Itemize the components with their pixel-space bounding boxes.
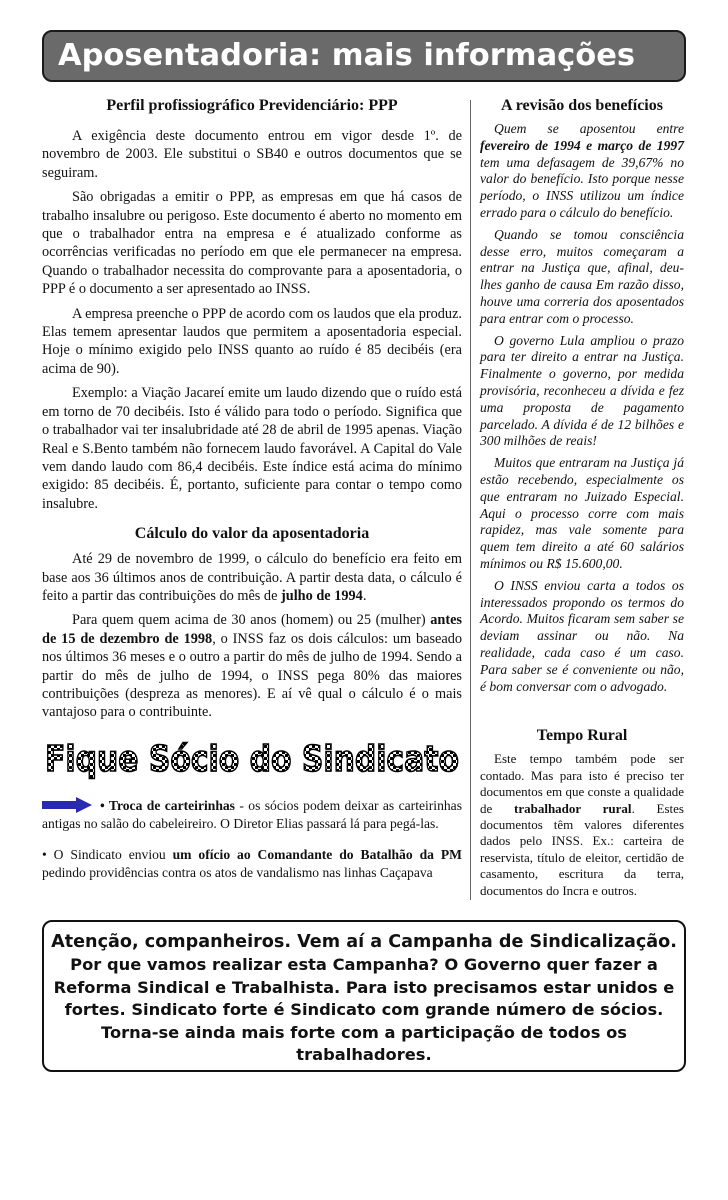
revisao-paragraph-1: Quem se aposentou entre fevereiro de 1994 e março de 1997 tem uma defasagem de 39,67% no valor do benefício. Isto porque nesse período, o INSS utilizou um índice errado para o cálculo do benefício. (480, 121, 684, 220)
arrow-right-icon (42, 797, 92, 813)
revisao-paragraph-5: O INSS enviou carta a todos os interessados propondo os termos do Acordo. Muitos ficaram sem saber se deviam assinar ou não. Na realidade, cada caso é um caso. Para saber se é conveniente ou não, é bom conversar com o advogado. (480, 577, 684, 694)
campaign-box (42, 920, 686, 1072)
tempo-rural-paragraph: Este tempo também pode ser contado. Mas para isto é preciso ter documentos em que conste a qualidade de trabalhador rural. Estes documentos têm valores diferentes dados pelo INSS. Ex.: carteira de reservista, título de eleitor, certidão de casamento, escritura da terra, documentos do Incra e outros. (480, 751, 684, 898)
ppp-paragraph-1: A exigência deste documento entrou em vigor desde 1º. de novembro de 2003. Ele substitui o SB40 e outros documentos que se seguiram. (42, 128, 462, 181)
ppp-heading: Perfil profissiográfico Previdenciário: PPP (106, 97, 398, 114)
fique-socio-headline (42, 733, 462, 783)
ppp-paragraph-2: São obrigadas a emitir o PPP, as empresas em que há casos de trabalho insalubre ou perigoso. Este documento é aberto no momento em que o trabalhador entra na empresa e é atualizado conforme as ocorrências verificadas no período em que ele permanecer na empresa. Quando o trabalhador necessita do comprovante para a aposentadoria, o PPP é o documento a ser apresentado ao INSS. (42, 189, 462, 298)
note-carteirinhas: • Troca de carteirinhas - os sócios podem deixar as carteirinhas antigas no salão do cabeleireiro. O Diretor Elias passará lá para pegá-las. (42, 798, 463, 831)
campaign-text: Por que vamos realizar esta Campanha? O Governo quer fazer a Reforma Sindical e Trabalhista. Para isto precisamos estar unidos e fortes. Sindicato forte é Sindicato com grande número de sócios. Torna-se ainda mais forte com a participação de todos os trabalhadores. (53, 955, 675, 1064)
page-title: Aposentadoria: mais informações (58, 38, 636, 73)
revisao-paragraph-3: O governo Lula ampliou o prazo para ter direito a entrar na Justiça. Finalmente o governo, por medida provisória, reconheceu a dívida e fez uma proposta de pagamento parcelado. A dívida é de 12 bilhões e 300 milhões de reais! (480, 332, 684, 449)
revisao-paragraph-2: Quando se tomou consciência desse erro, muitos começaram a entrar na Justiça que, afinal, deu-lhes ganho de causa Em razão disso, houve uma correria dos aposentados para entrar com o processo. (480, 226, 684, 326)
ppp-paragraph-4: Exemplo: a Viação Jacareí emite um laudo dizendo que o ruído está em torno de 70 decibéis. Isto é válido para todo o período. Significa que o trabalhador vai ter insalubridade até 28 de abril de 1995 apenas. Viação Real e S.Bento também não fornecem laudo favorável. A Capital do Vale vem dando laudo com 86,4 decibéis. Este índice está acima do mínimo exigido: 85 decibéis. É, portanto, suficiente para contar o tempo como insalubre. (42, 385, 462, 512)
revisao-paragraph-4: Muitos que entraram na Justiça já estão recebendo, especialmente os que entraram no Juizado Especial. Aqui o processo corre com mais rapidez, mas vale somente para quem tem direito a até 60 salários mínimos ou R$ 15.600,00. (480, 455, 684, 571)
note-oficio: • O Sindicato enviou um ofício ao Comandante do Batalhão da PM pedindo providências contra os atos de vandalismo nas linhas Caçapava (42, 847, 462, 880)
calculo-paragraph-2: Para quem quem acima de 30 anos (homem) ou 25 (mulher) antes de 15 de dezembro de 1998, o INSS faz os dois cálculos: um baseado nos últimos 36 meses e o outro a partir do mês de julho de 1994. Sendo a partir do mês de julho de 1994, o INSS pega 80% das maiores contribuições (despreza as menores). E aí vê qual o cálculo é o mais vantajoso para o contribuinte. (42, 612, 462, 721)
fique-socio-text: Fique Sócio do Sindicato (45, 739, 459, 780)
tempo-rural-heading: Tempo Rural (536, 727, 628, 745)
page-title-banner (42, 30, 686, 82)
campaign-headline: Atenção, companheiros. Vem aí a Campanha de Sindicalização. (51, 932, 677, 952)
ppp-paragraph-3: A empresa preenche o PPP de acordo com os laudos que ela produz. Elas temem apresentar laudos que permitem a aposentadoria especial. Hoje o mínimo exigido pelo INSS quanto ao ruído é 85 decibéis (era acima de 90). (42, 305, 462, 377)
calculo-paragraph-1: Até 29 de novembro de 1999, o cálculo do benefício era feito em base aos 36 últimos anos de contribuição. A partir desta data, o cálculo é feito a partir das contribuições do mês de julho de 1994. (42, 551, 462, 604)
right-column (480, 97, 684, 899)
calculo-heading: Cálculo do valor da aposentadoria (134, 525, 370, 543)
revisao-heading: A revisão dos benefícios (501, 97, 663, 114)
column-divider (470, 100, 471, 900)
left-column (42, 97, 462, 728)
